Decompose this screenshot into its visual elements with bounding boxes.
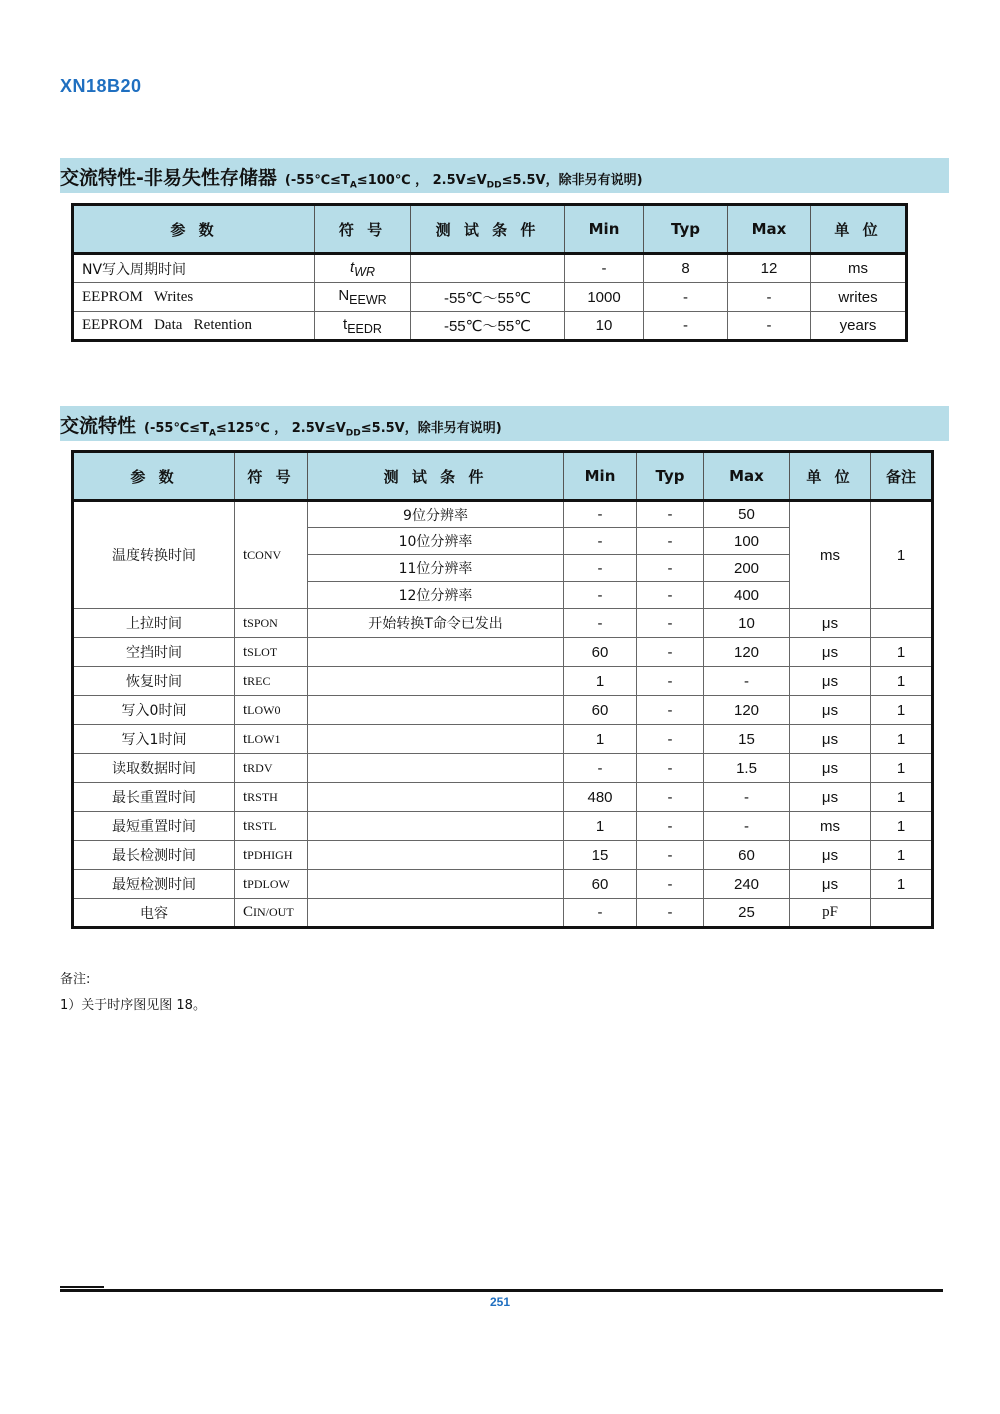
symbol-cell: tCONV bbox=[235, 501, 308, 609]
min-cell: 60 bbox=[564, 696, 637, 725]
table-row bbox=[73, 841, 933, 870]
min-cell: 60 bbox=[564, 870, 637, 899]
symbol-cell: tRDV bbox=[235, 754, 308, 783]
max-cell: 12 bbox=[728, 254, 811, 283]
typ-cell: - bbox=[637, 870, 704, 899]
max-cell: - bbox=[704, 667, 790, 696]
notes-title: 备注: bbox=[60, 972, 91, 987]
min-cell: 1 bbox=[564, 725, 637, 754]
note-cell: 1 bbox=[871, 501, 933, 609]
symbol-cell: tRSTH bbox=[235, 783, 308, 812]
symbol-cell: tLOW0 bbox=[235, 696, 308, 725]
condition-cell bbox=[308, 870, 564, 899]
max-cell: 50 bbox=[704, 501, 790, 528]
param-cell: EEPROM Data Retention bbox=[73, 312, 315, 341]
typ-cell: - bbox=[637, 783, 704, 812]
unit-cell: μs bbox=[790, 667, 871, 696]
header-condition: 测 试 条 件 bbox=[411, 205, 565, 254]
note-cell: 1 bbox=[871, 812, 933, 841]
typ-cell: - bbox=[637, 638, 704, 667]
note-cell bbox=[871, 609, 933, 638]
table-row bbox=[73, 783, 933, 812]
condition-cell bbox=[308, 667, 564, 696]
min-cell: - bbox=[564, 555, 637, 582]
min-cell: - bbox=[565, 254, 644, 283]
symbol-cell: tSPON bbox=[235, 609, 308, 638]
notes-section bbox=[60, 967, 206, 1019]
unit-cell: μs bbox=[790, 783, 871, 812]
header-unit: 单 位 bbox=[811, 205, 907, 254]
condition-cell: 11位分辨率 bbox=[308, 555, 564, 582]
section-title-text: 交流特性-非易失性存储器 bbox=[60, 167, 277, 189]
condition-cell: 开始转换T命令已发出 bbox=[308, 609, 564, 638]
header-symbol: 符 号 bbox=[315, 205, 411, 254]
condition-cell: 12位分辨率 bbox=[308, 582, 564, 609]
note-cell: 1 bbox=[871, 841, 933, 870]
table-row bbox=[73, 667, 933, 696]
max-cell: 200 bbox=[704, 555, 790, 582]
condition-cell bbox=[308, 725, 564, 754]
section-condition: ($-55℃\le T_A\le 125℃$ ， $2.5V\le V_{DD}\le 5.5V$，除非另有说明) bbox=[144, 421, 502, 439]
min-cell: 1000 bbox=[565, 283, 644, 312]
header-typ: Typ bbox=[637, 452, 704, 501]
condition-cell: -55℃～55℃ bbox=[411, 312, 565, 341]
condition-cell bbox=[308, 812, 564, 841]
section-title-text: 交流特性 bbox=[60, 415, 137, 437]
param-cell: 最长重置时间 bbox=[73, 783, 235, 812]
note-cell: 1 bbox=[871, 783, 933, 812]
unit-cell: μs bbox=[790, 696, 871, 725]
symbol-cell: $N_{EEWR}$ bbox=[315, 283, 411, 312]
max-cell: 15 bbox=[704, 725, 790, 754]
symbol-cell: tSLOT bbox=[235, 638, 308, 667]
max-cell: - bbox=[704, 783, 790, 812]
param-cell: 上拉时间 bbox=[73, 609, 235, 638]
typ-cell: - bbox=[637, 841, 704, 870]
unit-cell: ms bbox=[790, 501, 871, 609]
min-cell: 480 bbox=[564, 783, 637, 812]
symbol-cell: $t_{EEDR}$ bbox=[315, 312, 411, 341]
header-param: 参 数 bbox=[73, 205, 315, 254]
unit-cell: writes bbox=[811, 283, 907, 312]
unit-cell: μs bbox=[790, 609, 871, 638]
min-cell: - bbox=[564, 501, 637, 528]
table-row bbox=[73, 254, 907, 283]
param-cell: 写入0时间 bbox=[73, 696, 235, 725]
min-cell: 1 bbox=[564, 812, 637, 841]
typ-cell: - bbox=[637, 754, 704, 783]
table-row bbox=[73, 501, 933, 528]
typ-cell: - bbox=[644, 283, 728, 312]
param-cell: 最短重置时间 bbox=[73, 812, 235, 841]
param-cell: 电容 bbox=[73, 899, 235, 928]
condition-cell: 9位分辨率 bbox=[308, 501, 564, 528]
param-cell: 读取数据时间 bbox=[73, 754, 235, 783]
symbol-cell: CIN/OUT bbox=[235, 899, 308, 928]
unit-cell: μs bbox=[790, 870, 871, 899]
condition-cell: 10位分辨率 bbox=[308, 528, 564, 555]
min-cell: - bbox=[564, 582, 637, 609]
max-cell: 120 bbox=[704, 638, 790, 667]
typ-cell: - bbox=[637, 667, 704, 696]
condition-cell bbox=[308, 899, 564, 928]
header-note: 备注 bbox=[871, 452, 933, 501]
max-cell: 400 bbox=[704, 582, 790, 609]
note-cell: 1 bbox=[871, 667, 933, 696]
unit-cell: ms bbox=[811, 254, 907, 283]
typ-cell: - bbox=[637, 812, 704, 841]
condition-cell bbox=[308, 754, 564, 783]
section-title-ac bbox=[60, 411, 502, 439]
typ-cell: - bbox=[637, 528, 704, 555]
max-cell: 100 bbox=[704, 528, 790, 555]
unit-cell: μs bbox=[790, 725, 871, 754]
header-unit: 单 位 bbox=[790, 452, 871, 501]
max-cell: 25 bbox=[704, 899, 790, 928]
ac-rows-body bbox=[73, 609, 933, 928]
table-row bbox=[73, 812, 933, 841]
symbol-cell: tRSTL bbox=[235, 812, 308, 841]
note-cell bbox=[871, 899, 933, 928]
min-cell: - bbox=[564, 528, 637, 555]
min-cell: 15 bbox=[564, 841, 637, 870]
max-cell: 10 bbox=[704, 609, 790, 638]
min-cell: 60 bbox=[564, 638, 637, 667]
table-row bbox=[73, 754, 933, 783]
symbol-cell: tPDLOW bbox=[235, 870, 308, 899]
min-cell: 1 bbox=[564, 667, 637, 696]
symbol-cell: tLOW1 bbox=[235, 725, 308, 754]
typ-cell: - bbox=[644, 312, 728, 341]
param-cell: 最短检测时间 bbox=[73, 870, 235, 899]
section-heading-band-ac bbox=[60, 406, 949, 441]
nonvolatile-ac-table bbox=[71, 203, 908, 342]
table-row bbox=[73, 696, 933, 725]
header-max: Max bbox=[728, 205, 811, 254]
condition-cell bbox=[308, 696, 564, 725]
param-cell: 空挡时间 bbox=[73, 638, 235, 667]
max-cell: 60 bbox=[704, 841, 790, 870]
min-cell: - bbox=[564, 609, 637, 638]
max-cell: 240 bbox=[704, 870, 790, 899]
footer-accent-line bbox=[60, 1286, 104, 1288]
document-title: XN18B20 bbox=[60, 76, 142, 96]
table-row bbox=[73, 870, 933, 899]
table-row bbox=[73, 899, 933, 928]
typ-cell: - bbox=[637, 899, 704, 928]
header-min: Min bbox=[565, 205, 644, 254]
condition-cell bbox=[308, 783, 564, 812]
min-cell: 10 bbox=[565, 312, 644, 341]
note-item: 1）关于时序图见图 18。 bbox=[60, 998, 206, 1013]
unit-cell: pF bbox=[790, 899, 871, 928]
section-heading-band-nonvolatile bbox=[60, 158, 949, 193]
note-cell: 1 bbox=[871, 696, 933, 725]
typ-cell: - bbox=[637, 725, 704, 754]
table-row bbox=[73, 725, 933, 754]
param-cell: EEPROM Writes bbox=[73, 283, 315, 312]
typ-cell: - bbox=[637, 555, 704, 582]
table-row bbox=[73, 283, 907, 312]
condition-cell bbox=[308, 841, 564, 870]
max-cell: 120 bbox=[704, 696, 790, 725]
param-cell: 最长检测时间 bbox=[73, 841, 235, 870]
note-cell: 1 bbox=[871, 725, 933, 754]
note-cell: 1 bbox=[871, 638, 933, 667]
table-row bbox=[73, 312, 907, 341]
header-condition: 测 试 条 件 bbox=[308, 452, 564, 501]
typ-cell: - bbox=[637, 501, 704, 528]
param-cell: NV写入周期时间 bbox=[73, 254, 315, 283]
section-condition: ($-55℃\le T_A\le 100℃$ ， $2.5V\le V_{DD}\le 5.5V$，除非另有说明) bbox=[284, 173, 643, 191]
header-symbol: 符 号 bbox=[235, 452, 308, 501]
table-row bbox=[73, 638, 933, 667]
ac-characteristics-table bbox=[71, 450, 934, 929]
header-param: 参 数 bbox=[73, 452, 235, 501]
param-cell: 恢复时间 bbox=[73, 667, 235, 696]
header-min: Min bbox=[564, 452, 637, 501]
min-cell: - bbox=[564, 754, 637, 783]
symbol-cell: tREC bbox=[235, 667, 308, 696]
section-title-nonvolatile bbox=[60, 163, 643, 191]
min-cell: - bbox=[564, 899, 637, 928]
typ-cell: - bbox=[637, 696, 704, 725]
unit-cell: μs bbox=[790, 638, 871, 667]
unit-cell: years bbox=[811, 312, 907, 341]
param-cell: 写入1时间 bbox=[73, 725, 235, 754]
max-cell: - bbox=[728, 283, 811, 312]
page-number: 251 bbox=[489, 1295, 511, 1309]
note-cell: 1 bbox=[871, 754, 933, 783]
typ-cell: - bbox=[637, 609, 704, 638]
condition-cell bbox=[411, 254, 565, 283]
condition-cell bbox=[308, 638, 564, 667]
symbol-cell: $t_{WR}$ bbox=[315, 254, 411, 283]
unit-cell: ms bbox=[790, 812, 871, 841]
table-row bbox=[73, 609, 933, 638]
max-cell: - bbox=[728, 312, 811, 341]
header-typ: Typ bbox=[644, 205, 728, 254]
footer-divider bbox=[60, 1289, 943, 1292]
typ-cell: 8 bbox=[644, 254, 728, 283]
max-cell: - bbox=[704, 812, 790, 841]
unit-cell: μs bbox=[790, 754, 871, 783]
typ-cell: - bbox=[637, 582, 704, 609]
max-cell: 1.5 bbox=[704, 754, 790, 783]
condition-cell: -55℃～55℃ bbox=[411, 283, 565, 312]
note-cell: 1 bbox=[871, 870, 933, 899]
unit-cell: μs bbox=[790, 841, 871, 870]
param-cell: 温度转换时间 bbox=[73, 501, 235, 609]
header-max: Max bbox=[704, 452, 790, 501]
symbol-cell: tPDHIGH bbox=[235, 841, 308, 870]
